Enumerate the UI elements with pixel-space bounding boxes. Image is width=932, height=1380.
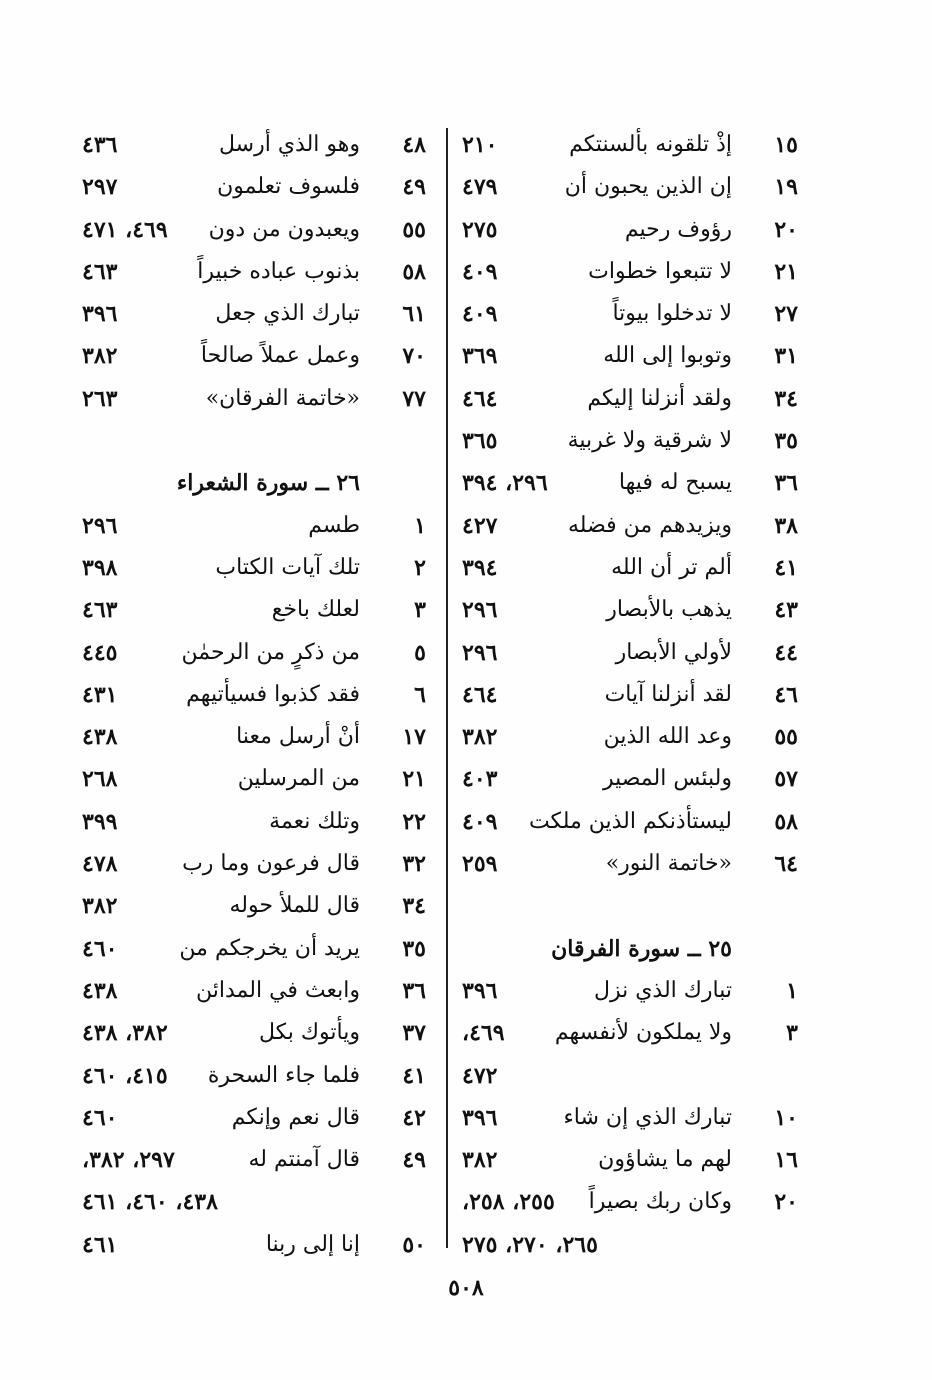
index-entry <box>462 970 798 1012</box>
verse-text: «خاتمة الفرقان» <box>205 385 360 411</box>
page-references: ٤٦٤ <box>462 681 498 708</box>
verse-text: بذنوب عباده خبيراً <box>197 258 360 284</box>
verse-text: طسم <box>308 512 360 538</box>
index-entry <box>82 1012 426 1054</box>
verse-text: لا تدخلوا بيوتاً <box>612 301 732 327</box>
page-references: ٤٣١ <box>82 681 118 708</box>
verse-number: ٤٢ <box>402 1104 426 1131</box>
index-entry <box>462 716 798 758</box>
verse-number: ٤٣ <box>774 597 798 624</box>
verse-number: ٥٥ <box>774 724 798 751</box>
verse-number: ٥ <box>414 639 426 666</box>
page-references: ٢٩٦ <box>462 639 498 666</box>
page-references: ٢٩٧ <box>82 174 118 201</box>
index-entry <box>462 801 798 843</box>
verse-text: فلسوف تعلمون <box>217 174 360 200</box>
index-entry <box>462 843 798 885</box>
verse-number: ٢٢ <box>402 808 426 835</box>
index-entry <box>82 1139 426 1181</box>
verse-text: «خاتمة النور» <box>605 851 732 877</box>
index-entry <box>82 801 426 843</box>
index-entry <box>82 166 426 208</box>
index-entry <box>462 124 798 166</box>
verse-number: ٣٤ <box>774 385 798 412</box>
verse-number: ٣ <box>786 1020 798 1047</box>
verse-number: ٣٥ <box>402 935 426 962</box>
verse-number: ٢١ <box>402 766 426 793</box>
verse-text: ولبئس المصير <box>602 766 732 792</box>
page-number: ٥٠٨ <box>448 1275 484 1301</box>
verse-text: لأولي الأبصار <box>615 639 732 665</box>
page-references: ٤٣٨ <box>82 724 118 751</box>
page-references: ٣٩٨ <box>82 554 118 581</box>
verse-number: ٣٨ <box>774 512 798 539</box>
page-references: ٣٩٦ <box>462 977 498 1004</box>
verse-number: ١٦ <box>774 1147 798 1174</box>
index-entry <box>82 505 426 547</box>
spacer-row <box>462 885 798 927</box>
index-entry <box>462 462 798 504</box>
index-entry <box>462 674 798 716</box>
page-references: ٣٦٩ <box>462 343 498 370</box>
verse-number: ٥٧ <box>774 766 798 793</box>
verse-text: تلك آيات الكتاب <box>215 554 360 580</box>
page-references: ٣٨٢ <box>462 1147 498 1174</box>
page-references: ٤٤٥ <box>82 639 118 666</box>
surah-title: ٢٥ ــ سورة الفرقان <box>551 935 732 962</box>
index-entry <box>462 209 798 251</box>
page-references: ٣٩٤ <box>462 554 498 581</box>
page-references: ٤١٥، ٤٦٠ <box>82 1062 168 1089</box>
index-entry <box>82 674 426 716</box>
index-entry <box>82 970 426 1012</box>
verse-text: إن الذين يحبون أن <box>564 174 732 200</box>
index-entry <box>462 758 798 800</box>
index-entry <box>462 1012 798 1054</box>
verse-number: ٤٩ <box>402 1147 426 1174</box>
verse-text: وهو الذي أرسل <box>219 132 360 157</box>
index-entry <box>82 589 426 631</box>
page-references: ٢٧٥ <box>462 216 498 243</box>
index-entry <box>82 547 426 589</box>
page-references: ٤٧٩ <box>462 174 498 201</box>
verse-number: ٢٠ <box>774 216 798 243</box>
page-references: ٢٦٨ <box>82 766 118 793</box>
verse-text: وتوبوا إلى الله <box>603 343 732 369</box>
verse-text: ويأتوك بكل <box>259 1020 360 1046</box>
verse-text: من المرسلين <box>237 766 360 792</box>
verse-text: قال آمنتم له <box>248 1147 360 1173</box>
verse-number: ٤٩ <box>402 174 426 201</box>
surah-title: ٢٦ ــ سورة الشعراء <box>176 470 360 497</box>
verse-text: تبارك الذي إن شاء <box>563 1104 732 1130</box>
index-entry <box>82 335 426 377</box>
page-references: ٣٨٢ <box>82 343 118 370</box>
verse-number: ٤١ <box>402 1062 426 1089</box>
index-entry <box>462 335 798 377</box>
verse-text: قال للملأ حوله <box>229 893 360 919</box>
index-entry <box>82 1097 426 1139</box>
verse-number: ٢٠ <box>774 1189 798 1216</box>
verse-number: ٥٠ <box>402 1231 426 1258</box>
page-references: ٤٦٩، ٤٧١ <box>82 216 168 243</box>
index-entry <box>462 505 798 547</box>
index-entry <box>462 1097 798 1139</box>
page-references: ٢٩٦ <box>82 512 118 539</box>
index-entry <box>82 758 426 800</box>
verse-number: ٥٥ <box>402 216 426 243</box>
index-entry <box>462 378 798 420</box>
page-references: ٤٠٣ <box>462 766 498 793</box>
page-references: ٢٩٧، ٣٨٢، <box>82 1147 175 1174</box>
index-entry <box>82 251 426 293</box>
verse-number: ٤١ <box>774 554 798 581</box>
spacer-row <box>82 420 426 462</box>
page-references: ٢٥٩ <box>462 851 498 878</box>
page-references: ٢٩٦ <box>462 597 498 624</box>
index-entry <box>462 1224 798 1266</box>
verse-number: ١٩ <box>774 174 798 201</box>
verse-text: ليستأذنكم الذين ملكت <box>528 808 732 834</box>
page-references: ٢٦٥، ٢٧٠، ٢٧٥ <box>462 1231 598 1258</box>
verse-number: ٧٧ <box>402 385 426 412</box>
page-references: ٤٠٩ <box>462 808 498 835</box>
verse-number: ٣ <box>414 597 426 624</box>
verse-text: تبارك الذي جعل <box>215 301 360 327</box>
verse-number: ١ <box>786 977 798 1004</box>
verse-number: ١٥ <box>774 132 798 158</box>
verse-text: قال نعم وإنكم <box>231 1104 360 1130</box>
index-entry <box>82 885 426 927</box>
page-references: ٤٦٩، <box>462 1020 505 1047</box>
index-entry <box>462 1055 798 1097</box>
verse-text: لهم ما يشاؤون <box>598 1147 732 1173</box>
index-entry <box>82 928 426 970</box>
verse-number: ٣١ <box>774 343 798 370</box>
verse-text: تبارك الذي نزل <box>593 977 732 1003</box>
verse-number: ٥٨ <box>774 808 798 835</box>
verse-text: فقد كذبوا فسيأتيهم <box>186 681 360 707</box>
verse-text: يسبح له فيها <box>618 470 732 496</box>
verse-number: ٦ <box>414 681 426 708</box>
page-references: ٤٦٣ <box>82 258 118 285</box>
page-references: ٤٦٣ <box>82 597 118 624</box>
verse-number: ٤٨ <box>402 132 426 158</box>
verse-number: ١٧ <box>402 724 426 751</box>
index-entry <box>82 632 426 674</box>
verse-text: يذهب بالأبصار <box>606 597 732 623</box>
surah-heading <box>82 462 426 504</box>
index-entry <box>82 1224 426 1266</box>
page-references: ٣٦٥ <box>462 428 498 455</box>
verse-number: ٤٦ <box>774 681 798 708</box>
page-references: ٤٠٩ <box>462 258 498 285</box>
verse-number: ٣٧ <box>402 1020 426 1047</box>
page-references: ٢٩٦، ٣٩٤ <box>462 470 548 497</box>
page-references: ٣٩٩ <box>82 808 118 835</box>
index-entry <box>82 716 426 758</box>
index-entry <box>82 293 426 335</box>
page-references: ٢٦٣ <box>82 385 118 412</box>
index-entry <box>462 166 798 208</box>
verse-text: وعمل عملاً صالحاً <box>200 343 360 369</box>
index-entry <box>462 1139 798 1181</box>
verse-number: ٣٢ <box>402 851 426 878</box>
index-entry <box>82 843 426 885</box>
index-entry <box>462 589 798 631</box>
index-entry <box>462 420 798 462</box>
index-column-right <box>462 124 798 1266</box>
page-references: ٤٧٨ <box>82 851 118 878</box>
column-divider <box>446 128 448 1248</box>
verse-text: لقد أنزلنا آيات <box>604 681 732 707</box>
verse-number: ٢ <box>414 554 426 581</box>
verse-text: لعلك باخع <box>271 597 360 623</box>
page-references: ٤٣٨ <box>82 977 118 1004</box>
verse-text: وكان ربك بصيراً <box>588 1189 732 1215</box>
verse-text: قال فرعون وما رب <box>182 851 360 877</box>
index-entry <box>462 293 798 335</box>
index-entry <box>462 251 798 293</box>
page-references: ٤٦٠ <box>82 935 118 962</box>
verse-text: ألم تر أن الله <box>611 554 732 580</box>
index-column-left <box>82 124 426 1266</box>
index-entry <box>82 1055 426 1097</box>
verse-text: من ذكرٍ من الرحمٰن <box>181 639 360 665</box>
verse-text: ولا يملكون لأنفسهم <box>554 1020 732 1046</box>
page-references: ٤٢٧ <box>462 512 498 539</box>
verse-text: ويزيدهم من فضله <box>568 512 732 538</box>
verse-text: وتلك نعمة <box>269 808 360 834</box>
page-references: ٣٩٦ <box>462 1104 498 1131</box>
verse-text: لا تتبعوا خطوات <box>588 258 732 284</box>
index-entry <box>462 1181 798 1223</box>
index-entry <box>82 124 426 166</box>
page-references: ٤٣٦ <box>82 132 118 158</box>
page-references: ٣٨٢ <box>82 893 118 920</box>
verse-text: إنا إلى ربنا <box>265 1231 360 1257</box>
verse-text: إذْ تلقونه بألسنتكم <box>569 132 732 157</box>
page-references: ٢١٠ <box>462 132 498 158</box>
verse-number: ٦١ <box>402 301 426 328</box>
index-entry <box>462 547 798 589</box>
page-references: ٤٦٤ <box>462 385 498 412</box>
page-references: ٤٦١ <box>82 1231 118 1258</box>
verse-number: ٤٤ <box>774 639 798 666</box>
verse-number: ٧٠ <box>402 343 426 370</box>
page-references: ٣٨٢ <box>462 724 498 751</box>
page-references: ٢٥٥، ٢٥٨، <box>462 1189 555 1216</box>
verse-number: ٣٤ <box>402 893 426 920</box>
verse-text: أنْ أرسل معنا <box>236 724 360 750</box>
verse-text: فلما جاء السحرة <box>207 1062 360 1088</box>
verse-number: ١ <box>414 512 426 539</box>
verse-number: ٣٦ <box>774 470 798 497</box>
verse-text: يريد أن يخرجكم من <box>179 935 360 961</box>
verse-text: ويعبدون من دون <box>208 216 360 242</box>
verse-number: ٣٦ <box>402 977 426 1004</box>
page-references: ٤٧٢ <box>462 1062 498 1089</box>
page-references: ٤٣٨، ٤٦٠، ٤٦١ <box>82 1189 218 1216</box>
verse-number: ٢٧ <box>774 301 798 328</box>
verse-number: ٥٨ <box>402 258 426 285</box>
verse-text: وعد الله الذين <box>603 724 732 750</box>
page-references: ٤٦٠ <box>82 1104 118 1131</box>
verse-number: ١٠ <box>774 1104 798 1131</box>
index-entry <box>82 378 426 420</box>
surah-heading <box>462 928 798 970</box>
verse-number: ٦٤ <box>774 851 798 878</box>
verse-text: ولقد أنزلنا إليكم <box>587 385 732 411</box>
page-references: ٤٠٩ <box>462 301 498 328</box>
verse-number: ٢١ <box>774 258 798 285</box>
index-entry <box>82 1181 426 1223</box>
verse-number: ٣٥ <box>774 428 798 455</box>
index-entry <box>462 632 798 674</box>
verse-text: رؤوف رحيم <box>624 216 732 242</box>
index-entry <box>82 209 426 251</box>
page-references: ٣٨٢، ٤٣٨ <box>82 1020 168 1047</box>
verse-text: لا شرقية ولا غربية <box>567 428 732 454</box>
verse-text: وابعث في المدائن <box>196 977 360 1003</box>
page-references: ٣٩٦ <box>82 301 118 328</box>
